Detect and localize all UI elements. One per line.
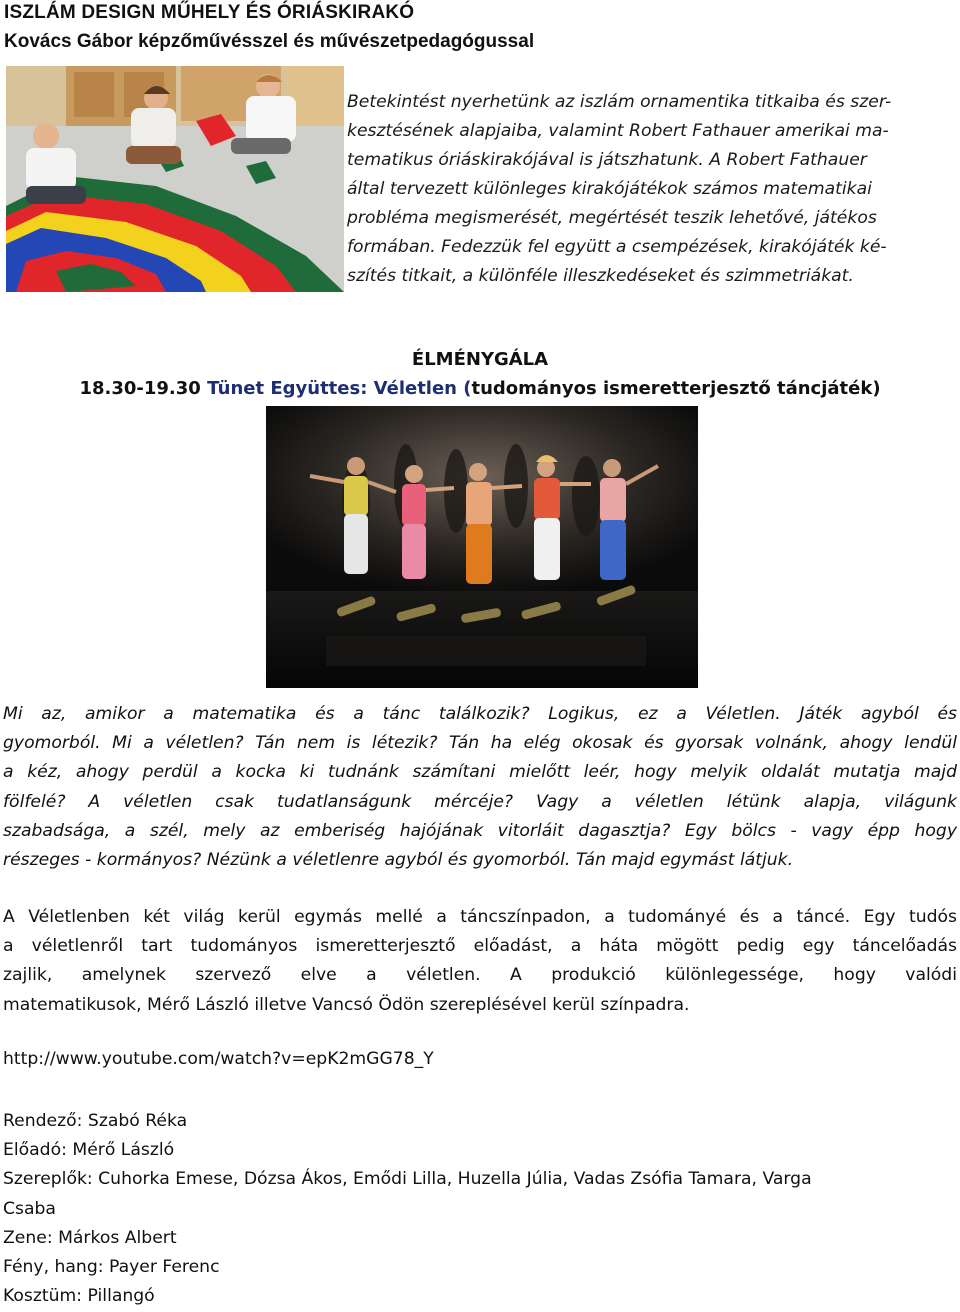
credits-list (3, 1107, 957, 1311)
workshop-subtitle: Kovács Gábor képzőművésszel és művészetpedagógussal (4, 31, 535, 52)
event-desc: tudományos ismeretterjesztő táncjáték) (471, 378, 881, 399)
credit-light-sound: Fény, hang: Payer Ferenc (3, 1257, 220, 1278)
paragraph-line: a véletlenről tart tudományos ismeretterjesztő előadást, a háta mögött pedig egy táncelőadás (3, 936, 957, 957)
description-line: által tervezett különleges kirakójátékok számos matematikai (347, 179, 872, 199)
credit-presenter: Előadó: Mérő László (3, 1140, 175, 1161)
description-line: Betekintést nyerhetünk az iszlám ornamentika titkaiba és szer- (347, 92, 892, 112)
description-line: szítés titkait, a különféle illeszkedéseket és szimmetriákat. (347, 266, 854, 286)
paragraph-line: fölfelé? A véletlen csak tudatlanságunk mércéje? Vagy a véletlen létünk alapja, világunk (3, 791, 957, 812)
puzzle-photo (6, 66, 344, 292)
paragraph-line: Mi az, amikor a matematika és a tánc találkozik? Logikus, ez a Véletlen. Játék agyból és (3, 704, 957, 724)
event-heading (0, 378, 960, 399)
youtube-link[interactable]: http://www.youtube.com/watch?v=epK2mGG78_Y (3, 1049, 434, 1069)
paragraph-line: szabadsága, a szél, mely az emberiség hajójának vitorláit dagasztja? Egy bölcs - vagy épp hogy (3, 820, 957, 841)
event-paragraph-1 (3, 700, 957, 875)
paragraph-line: A Véletlenben két világ kerül egymás mellé a táncszínpadon, a tudományé és a táncé. Egy tudós (3, 907, 957, 927)
dance-photo (266, 406, 698, 688)
event-paragraph-2 (3, 903, 957, 1020)
workshop-title: ISZLÁM DESIGN MŰHELY ÉS ÓRIÁSKIRAKÓ (4, 2, 415, 23)
credit-cast: Szereplők: Cuhorka Emese, Dózsa Ákos, Emődi Lilla, Huzella Júlia, Vadas Zsófia Tamara, Varga (3, 1169, 812, 1190)
description-line: probléma megismerését, megértését teszik lehetővé, játékos (347, 208, 877, 228)
paragraph-line: zajlik, amelynek szervező elve a véletlen. A produkció különlegessége, hogy valódi (3, 965, 957, 986)
credit-director: Rendező: Szabó Réka (3, 1111, 188, 1131)
venue-heading: ÉLMÉNYGÁLA (411, 349, 549, 370)
description-line: tematikus óriáskirakójával is játszhatunk. A Robert Fathauer (347, 150, 867, 170)
credit-costume: Kosztüm: Pillangó (3, 1286, 155, 1307)
workshop-description (347, 88, 957, 291)
paragraph-line: részeges - kormányos? Nézünk a véletlenre agyból és gyomorból. Tán majd egymást látjuk. (3, 850, 794, 871)
credit-cast-continued: Csaba (3, 1198, 56, 1219)
description-line: kesztésének alapjaiba, valamint Robert Fathauer amerikai ma- (347, 121, 889, 141)
paragraph-line: a kéz, ahogy perdül a kocka ki tudnánk számítani mielőtt leér, hogy melyik oldalát mutatja majd (3, 762, 957, 783)
description-line: formában. Fedezzük fel együtt a csempézések, kirakójáték ké- (347, 237, 887, 257)
credit-music: Zene: Márkos Albert (3, 1227, 177, 1248)
paragraph-line: matematikusok, Mérő László illetve Vancsó Ödön szereplésével kerül színpadra. (3, 994, 690, 1015)
event-name: Tünet Együttes: Véletlen ( (207, 378, 472, 399)
paragraph-line: gyomorból. Mi a véletlen? Tán nem is létezik? Tán ha elég okosak és gyorsak volnánk, ahogy lendül (3, 733, 957, 754)
event-time: 18.30-19.30 (79, 378, 208, 399)
